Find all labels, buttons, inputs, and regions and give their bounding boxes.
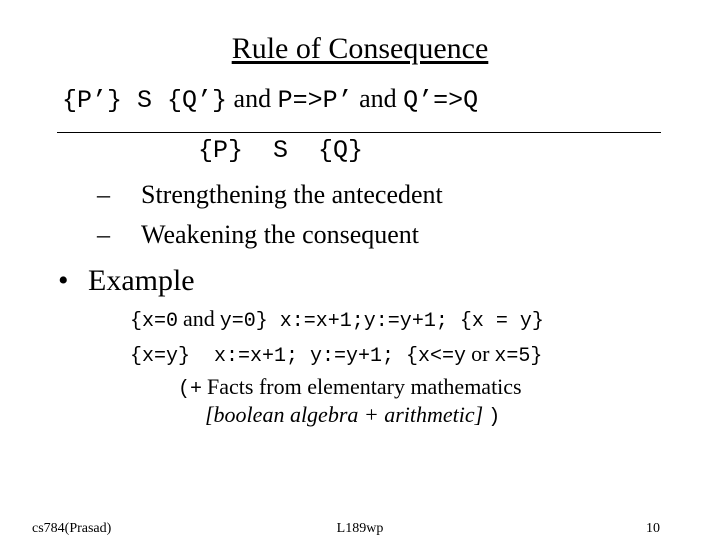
example-note-open: (+ [178, 378, 203, 401]
example-line-3 [178, 374, 522, 401]
slide-title: Rule of Consequence [231, 32, 489, 65]
example-note-detail: [boolean algebra + arithmetic] [205, 402, 484, 427]
example-and: and [183, 306, 215, 331]
rule-conclusion: {P} S {Q} [198, 136, 364, 165]
premise-and-1: and [233, 84, 272, 113]
example-note-text: Facts from elementary mathematics [207, 374, 522, 399]
premise-triple: {P’} S {Q’} [62, 86, 228, 115]
dash-item-text: Weakening the consequent [141, 220, 420, 249]
example-precondition: {x=0 [130, 310, 179, 333]
example-line-1 [130, 306, 544, 333]
footer-center: L189wp [336, 521, 384, 536]
premise-strengthen: P=>P’ [277, 86, 353, 115]
example-program: y=0} x:=x+1;y:=y+1; {x = y} [219, 310, 544, 333]
example-program-2: {x=y} x:=x+1; y:=y+1; {x<=y [130, 345, 467, 368]
dash-item [97, 180, 443, 210]
example-heading-text: Example [88, 264, 195, 297]
footer-left: cs784(Prasad) [32, 521, 112, 536]
example-or: or [471, 341, 490, 366]
premise-weaken: Q’=>Q [403, 86, 479, 115]
example-line-2 [130, 341, 542, 368]
page-number: 10 [646, 521, 660, 536]
premise-and-2: and [359, 84, 397, 113]
dash-item-text: Strengthening the antecedent [141, 180, 443, 209]
dash-marker: – [97, 180, 110, 209]
example-heading [58, 264, 195, 298]
inference-line [57, 132, 661, 133]
dash-item [97, 220, 419, 250]
rule-premise [62, 84, 478, 115]
example-postcondition: x=5} [494, 345, 543, 368]
bullet-icon: • [58, 264, 69, 297]
dash-marker: – [97, 220, 110, 249]
example-note-close: ) [488, 406, 501, 429]
example-line-4 [205, 402, 500, 429]
